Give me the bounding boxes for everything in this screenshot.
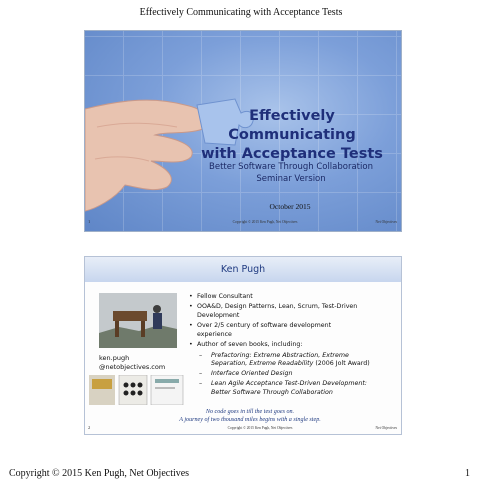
bullet-line-1: OOA&D, Design Patterns, Lean, Scrum, Test-Driven	[197, 303, 358, 311]
contact-line-1: ken.pugh	[99, 354, 130, 362]
contact-email	[99, 354, 165, 372]
book-item	[199, 370, 395, 379]
contact-line-2: @netobjectives.com	[99, 363, 166, 371]
book-item	[199, 352, 395, 369]
slide-2-copyright: Copyright © 2015 Ken Pugh, Net Objectives	[227, 426, 293, 430]
bio-bullet-list	[189, 293, 395, 399]
slide-1-copyright: Copyright © 2015 Ken Pugh, Net Objectives	[232, 220, 298, 224]
book-award: (2006 Jolt Award)	[315, 360, 370, 368]
page-footer-copyright: Copyright © 2015 Ken Pugh, Net Objectives	[9, 468, 190, 479]
book-covers-image	[89, 375, 185, 405]
bullet-text: Author of seven books, including:	[197, 341, 303, 349]
slide-1-title	[187, 107, 397, 164]
book-title	[211, 380, 367, 397]
slide-1	[84, 30, 402, 232]
bullet-text	[197, 322, 331, 339]
bullet-item	[189, 322, 395, 339]
bullet-text: Fellow Consultant	[197, 293, 253, 300]
bullet-line-2: experience	[197, 331, 232, 338]
quote-line-1: No code goes in till the test goes on.	[205, 409, 295, 415]
dash-icon: –	[199, 380, 203, 388]
book-line-1: Prefactoring: Extreme Abstraction, Extreme	[211, 351, 349, 359]
slide-2-corner-text: Net Objectives	[375, 426, 397, 430]
bullet-item	[189, 341, 395, 350]
quote-line-2: A journey of two thousand miles begins with a single step.	[179, 416, 321, 423]
subtitle-line-1: Better Software Through Collaboration	[209, 162, 373, 172]
dash-icon: –	[199, 370, 203, 378]
title-line-2: with Acceptance Tests	[201, 146, 383, 162]
bullet-text	[197, 303, 357, 320]
book-item	[199, 380, 395, 397]
bullet-line-1: Over 2/5 century of software development	[197, 322, 332, 330]
dash-icon: –	[199, 351, 203, 359]
slide-1-number: 1	[88, 219, 91, 224]
slide-1-date: October 2015	[269, 202, 311, 211]
book-title: Interface Oriented Design	[211, 370, 293, 378]
book-line-1: Lean Agile Acceptance Test-Driven Development:	[211, 380, 367, 388]
title-line-1: Effectively Communicating	[228, 108, 356, 143]
page-header: Effectively Communicating with Acceptance Tests	[139, 7, 343, 18]
author-photo	[99, 293, 177, 348]
bullet-dot-icon: •	[189, 322, 193, 330]
slide-2-number: 2	[88, 425, 91, 430]
bullet-dot-icon: •	[189, 341, 193, 349]
slide-2	[84, 256, 402, 435]
bullet-line-2: Development	[197, 312, 240, 319]
slide-2-quote	[145, 409, 355, 424]
subtitle-line-2: Seminar Version	[256, 174, 326, 184]
bullet-item	[189, 303, 395, 320]
book-line-2: Separation, Extreme Readability	[211, 360, 314, 368]
slide-1-subtitle	[181, 161, 401, 185]
bullet-dot-icon: •	[189, 293, 193, 300]
bullet-item	[189, 293, 395, 302]
slide-1-corner-text: Net Objectives	[375, 220, 397, 224]
page-number: 1	[465, 468, 470, 479]
book-title	[211, 352, 370, 369]
bullet-dot-icon: •	[189, 303, 193, 311]
book-line-2: Better Software Through Collaboration	[211, 388, 333, 396]
slide-2-title: Ken Pugh	[220, 264, 266, 275]
